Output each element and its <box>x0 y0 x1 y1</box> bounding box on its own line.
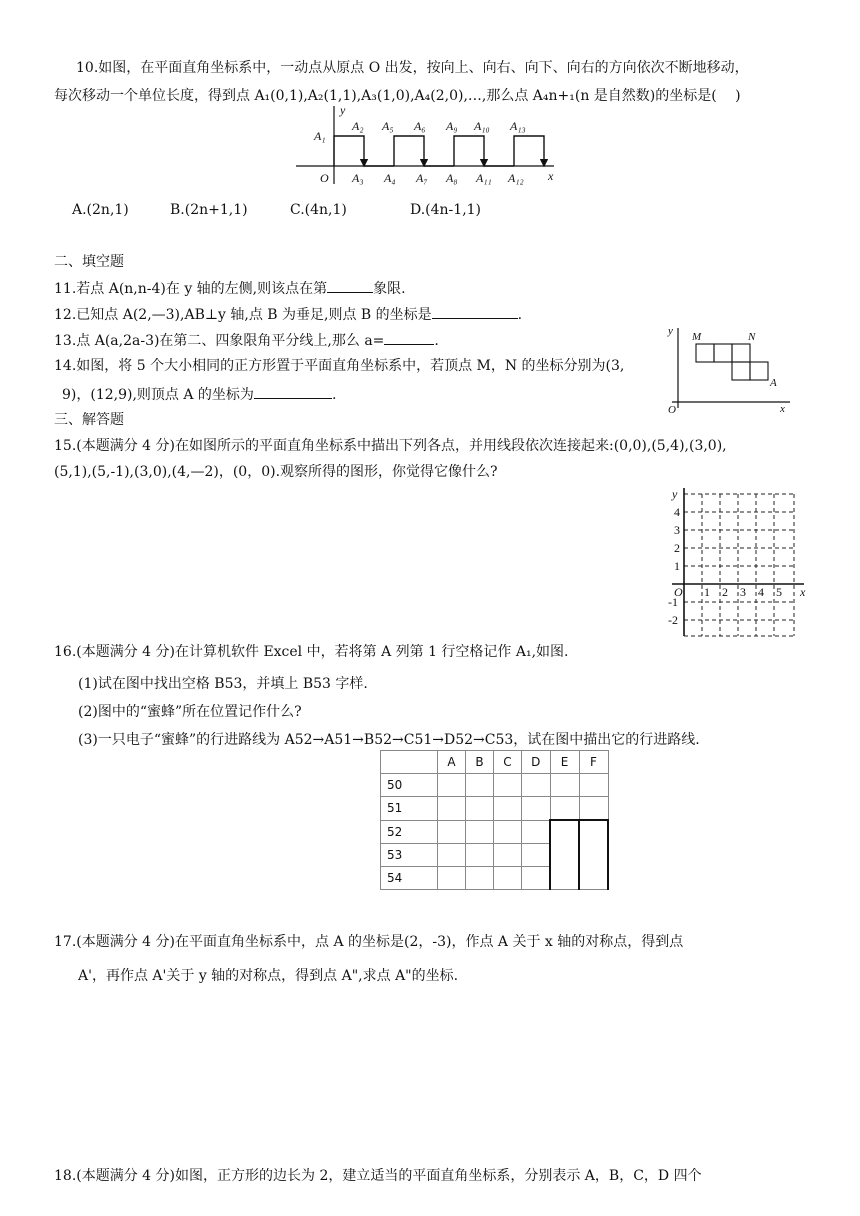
grid-cell[interactable] <box>579 820 608 889</box>
grid-cell[interactable] <box>522 866 551 889</box>
row-header-52: 52 <box>381 820 438 843</box>
svg-text:y: y <box>668 325 673 337</box>
y-axis-label: y <box>340 104 346 117</box>
x-axis-label: x <box>548 169 554 183</box>
q13-blank[interactable] <box>384 330 434 345</box>
svg-text:-1: -1 <box>668 595 678 609</box>
q10-line2: 每次移动一个单位长度，得到点 A₁(0,1),A₂(1,1),A₃(1,0),A₄(2,0),…,那么点 A₄n+₁(n 是自然数)的坐标是( ) <box>54 88 741 104</box>
q17-line1: 17.(本题满分 4 分)在平面直角坐标系中，点 A 的坐标是(2，-3)，作点 A 关于 x 轴的对称点，得到点 <box>54 934 684 950</box>
grid-cell[interactable] <box>466 820 494 843</box>
grid-cell[interactable] <box>522 774 551 797</box>
col-header-d: D <box>522 751 551 774</box>
svg-text:A₁₃: A₁₃ <box>510 119 526 133</box>
grid-cell[interactable] <box>550 774 579 797</box>
origin-label: O <box>320 171 329 185</box>
q16-part3: (3)一只电子“蜜蜂”的行进路线为 A52→A51→B52→C51→D52→C53，试在图中描出它的行进路线. <box>78 732 700 748</box>
point-m-label: M <box>692 331 702 343</box>
svg-text:A₁₂: A₁₂ <box>508 171 524 185</box>
q14-figure <box>660 322 796 414</box>
svg-text:O: O <box>668 404 676 414</box>
svg-text:2: 2 <box>674 541 680 555</box>
q10-option-d[interactable]: D.(4n-1,1) <box>410 202 482 218</box>
q15-line1: 15.(本题满分 4 分)在如图所示的平面直角坐标系中描出下列各点，并用线段依次连接起来:(0,0),(5,4),(3,0), <box>54 438 727 454</box>
grid-cell[interactable] <box>438 797 466 821</box>
svg-text:O: O <box>674 585 683 599</box>
col-header-f: F <box>579 751 608 774</box>
q16-part1: (1)试在图中找出空格 B53，并填上 B53 字样. <box>78 676 368 692</box>
q14-line2: 9)，(12,9),则顶点 A 的坐标为 . <box>62 384 336 405</box>
row-header-54: 54 <box>381 866 438 889</box>
grid-cell[interactable] <box>522 797 551 821</box>
svg-text:A₄: A₄ <box>384 171 396 185</box>
row-header-53: 53 <box>381 843 438 866</box>
svg-text:A₇: A₇ <box>416 171 428 185</box>
svg-text:A₈: A₈ <box>446 171 458 185</box>
grid-cell[interactable] <box>466 797 494 821</box>
section-fill-in-title: 二、填空题 <box>54 254 124 270</box>
svg-text:5: 5 <box>776 585 782 599</box>
q14-line1: 14.如图，将 5 个大小相同的正方形置于平面直角坐标系中，若顶点 M，N 的坐标分别为(3, <box>54 358 625 374</box>
grid-cell[interactable] <box>466 774 494 797</box>
q18-line1: 18.(本题满分 4 分)如图，正方形的边长为 2，建立适当的平面直角坐标系，分别表示 A，B，C，D 四个 <box>54 1168 702 1184</box>
svg-text:A₆: A₆ <box>414 119 426 133</box>
q16-part2: (2)图中的“蜜蜂”所在位置记作什么? <box>78 704 302 720</box>
svg-text:-2: -2 <box>668 613 678 627</box>
section-answer-title: 三、解答题 <box>54 412 124 428</box>
svg-text:1: 1 <box>674 559 680 573</box>
col-header-e: E <box>550 751 579 774</box>
q14-blank[interactable] <box>254 384 332 399</box>
q12: 12.已知点 A(2,—3),AB⊥y 轴,点 B 为垂足,则点 B 的坐标是 . <box>54 304 522 325</box>
grid-cell[interactable] <box>494 774 522 797</box>
grid-cell[interactable] <box>494 866 522 889</box>
q10-line1: 10.如图，在平面直角坐标系中，一动点从原点 O 出发，按向上、向右、向下、向右的方向依次不断地移动， <box>76 60 749 76</box>
grid-cell[interactable] <box>466 866 494 889</box>
svg-text:A₁₁: A₁₁ <box>476 171 492 185</box>
svg-text:A₂: A₂ <box>352 119 364 133</box>
grid-cell[interactable] <box>438 866 466 889</box>
svg-text:A₃: A₃ <box>352 171 364 185</box>
grid-cell[interactable] <box>438 774 466 797</box>
grid-cell[interactable] <box>522 820 551 843</box>
row-header-50: 50 <box>381 774 438 797</box>
grid-cell[interactable] <box>494 843 522 866</box>
col-header-c: C <box>494 751 522 774</box>
q11: 11.若点 A(n,n-4)在 y 轴的左侧,则该点在第 象限. <box>54 278 406 299</box>
grid-cell[interactable] <box>579 797 608 821</box>
q15-grid-figure[interactable] <box>662 486 810 638</box>
svg-text:2: 2 <box>722 585 728 599</box>
grid-cell[interactable] <box>466 843 494 866</box>
grid-cell[interactable] <box>494 797 522 821</box>
q11-blank[interactable] <box>327 278 373 293</box>
q15-line2: (5,1),(5,-1),(3,0),(4,—2)，(0，0).观察所得的图形，你觉得它像什么? <box>54 464 498 480</box>
point-n-label: N <box>748 331 756 343</box>
bee-cell[interactable] <box>550 820 579 889</box>
point-a-label: A <box>770 377 777 389</box>
q10-option-a[interactable]: A.(2n,1) <box>72 202 129 218</box>
svg-text:A₁₀: A₁₀ <box>474 119 490 133</box>
q10-option-b[interactable]: B.(2n+1,1) <box>170 202 248 218</box>
q10-figure <box>296 104 566 188</box>
excel-grid[interactable] <box>380 750 609 890</box>
grid-cell[interactable] <box>438 820 466 843</box>
grid-cell[interactable] <box>579 774 608 797</box>
q12-blank[interactable] <box>432 304 518 319</box>
q17-line2: A'，再作点 A'关于 y 轴的对称点，得到点 A",求点 A"的坐标. <box>78 968 459 984</box>
grid-cell[interactable] <box>522 843 551 866</box>
svg-text:y: y <box>672 487 678 501</box>
col-header-a: A <box>438 751 466 774</box>
col-header-b: B <box>466 751 494 774</box>
svg-text:A₉: A₉ <box>446 119 458 133</box>
svg-text:3: 3 <box>740 585 746 599</box>
svg-text:3: 3 <box>674 523 680 537</box>
svg-text:x: x <box>800 585 806 599</box>
grid-cell[interactable] <box>438 843 466 866</box>
grid-cell[interactable] <box>494 820 522 843</box>
svg-text:4: 4 <box>674 505 680 519</box>
grid-cell[interactable] <box>550 797 579 821</box>
svg-text:A₁: A₁ <box>314 129 326 143</box>
svg-text:A₅: A₅ <box>382 119 394 133</box>
svg-text:1: 1 <box>704 585 710 599</box>
q10-option-c[interactable]: C.(4n,1) <box>290 202 347 218</box>
svg-text:x: x <box>780 403 785 414</box>
q16-line1: 16.(本题满分 4 分)在计算机软件 Excel 中，若将第 A 列第 1 行空格记作 A₁,如图. <box>54 644 569 660</box>
svg-text:4: 4 <box>758 585 764 599</box>
q13: 13.点 A(a,2a-3)在第二、四象限角平分线上,那么 a= . <box>54 330 439 351</box>
row-header-51: 51 <box>381 797 438 821</box>
